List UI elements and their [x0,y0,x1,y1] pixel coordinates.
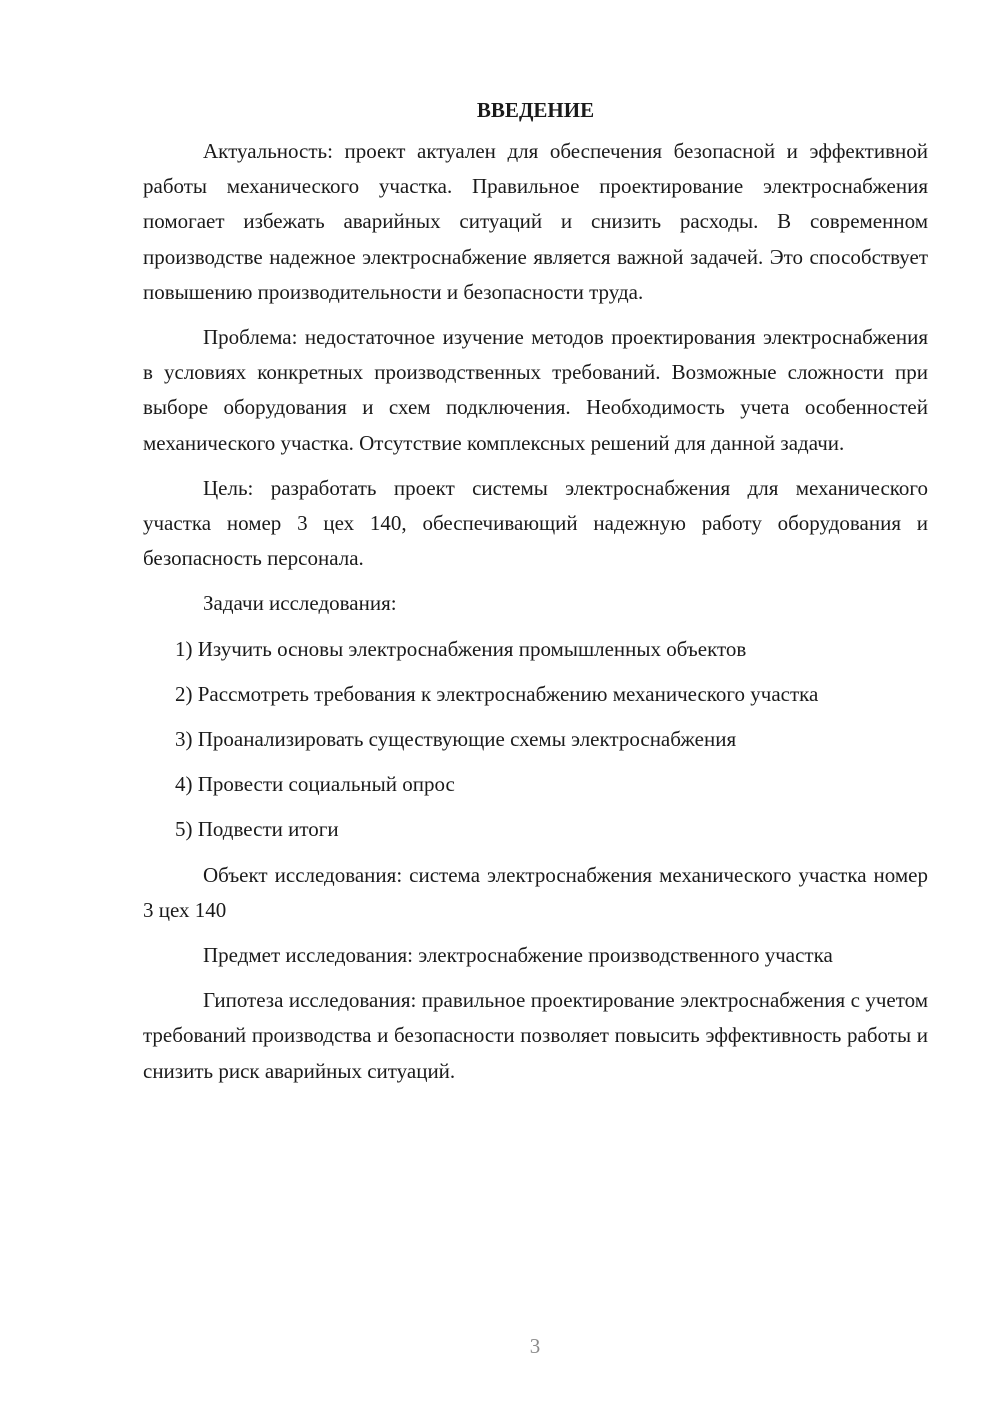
tasks-heading: Задачи исследования: [203,591,397,616]
list-item: 2) Рассмотреть требования к электроснабжению механического участка [175,681,819,706]
paragraph-object: Объект исследования: система электроснабжения механического участка номер 3 цех 140 [143,862,928,922]
paragraph-relevance: Актуальность: проект актуален для обеспечения безопасной и эффективной работы механического участка. Правильное проектирование электроснабжения помогает избежать аварийных ситуаций и снизить расходы. В современном производстве надежное электроснабжение является важной задачей. Это способствует повышению производительности и безопасности труда. [143,139,928,304]
tasks-list [143,632,928,848]
list-item: 3) Проанализировать существующие схемы электроснабжения [175,727,737,752]
paragraph-hypothesis: Гипотеза исследования: правильное проектирование электроснабжения с учетом требований производства и безопасности позволяет повысить эффективность работы и снизить риск аварийных ситуаций. [143,988,928,1083]
paragraph-problem: Проблема: недостаточное изучение методов проектирования электроснабжения в условиях конкретных производственных требований. Возможные сложности при выборе оборудования и схем подключения. Необходимость учета особенностей механического участка. Отсутствие комплексных решений для данной задачи. [143,325,928,455]
list-item: 5) Подвести итоги [175,817,339,842]
list-item: 4) Провести социальный опрос [175,772,455,797]
section-title: ВВЕДЕНИЕ [476,98,595,122]
page-number: 3 [529,1334,541,1358]
document-page [143,96,928,1099]
paragraph-subject: Предмет исследования: электроснабжение производственного участка [203,943,833,968]
paragraph-goal: Цель: разработать проект системы электроснабжения для механического участка номер 3 цех 140, обеспечивающий надежную работу оборудования и безопасность персонала. [143,475,928,571]
list-item: 1) Изучить основы электроснабжения промышленных объектов [175,636,747,661]
